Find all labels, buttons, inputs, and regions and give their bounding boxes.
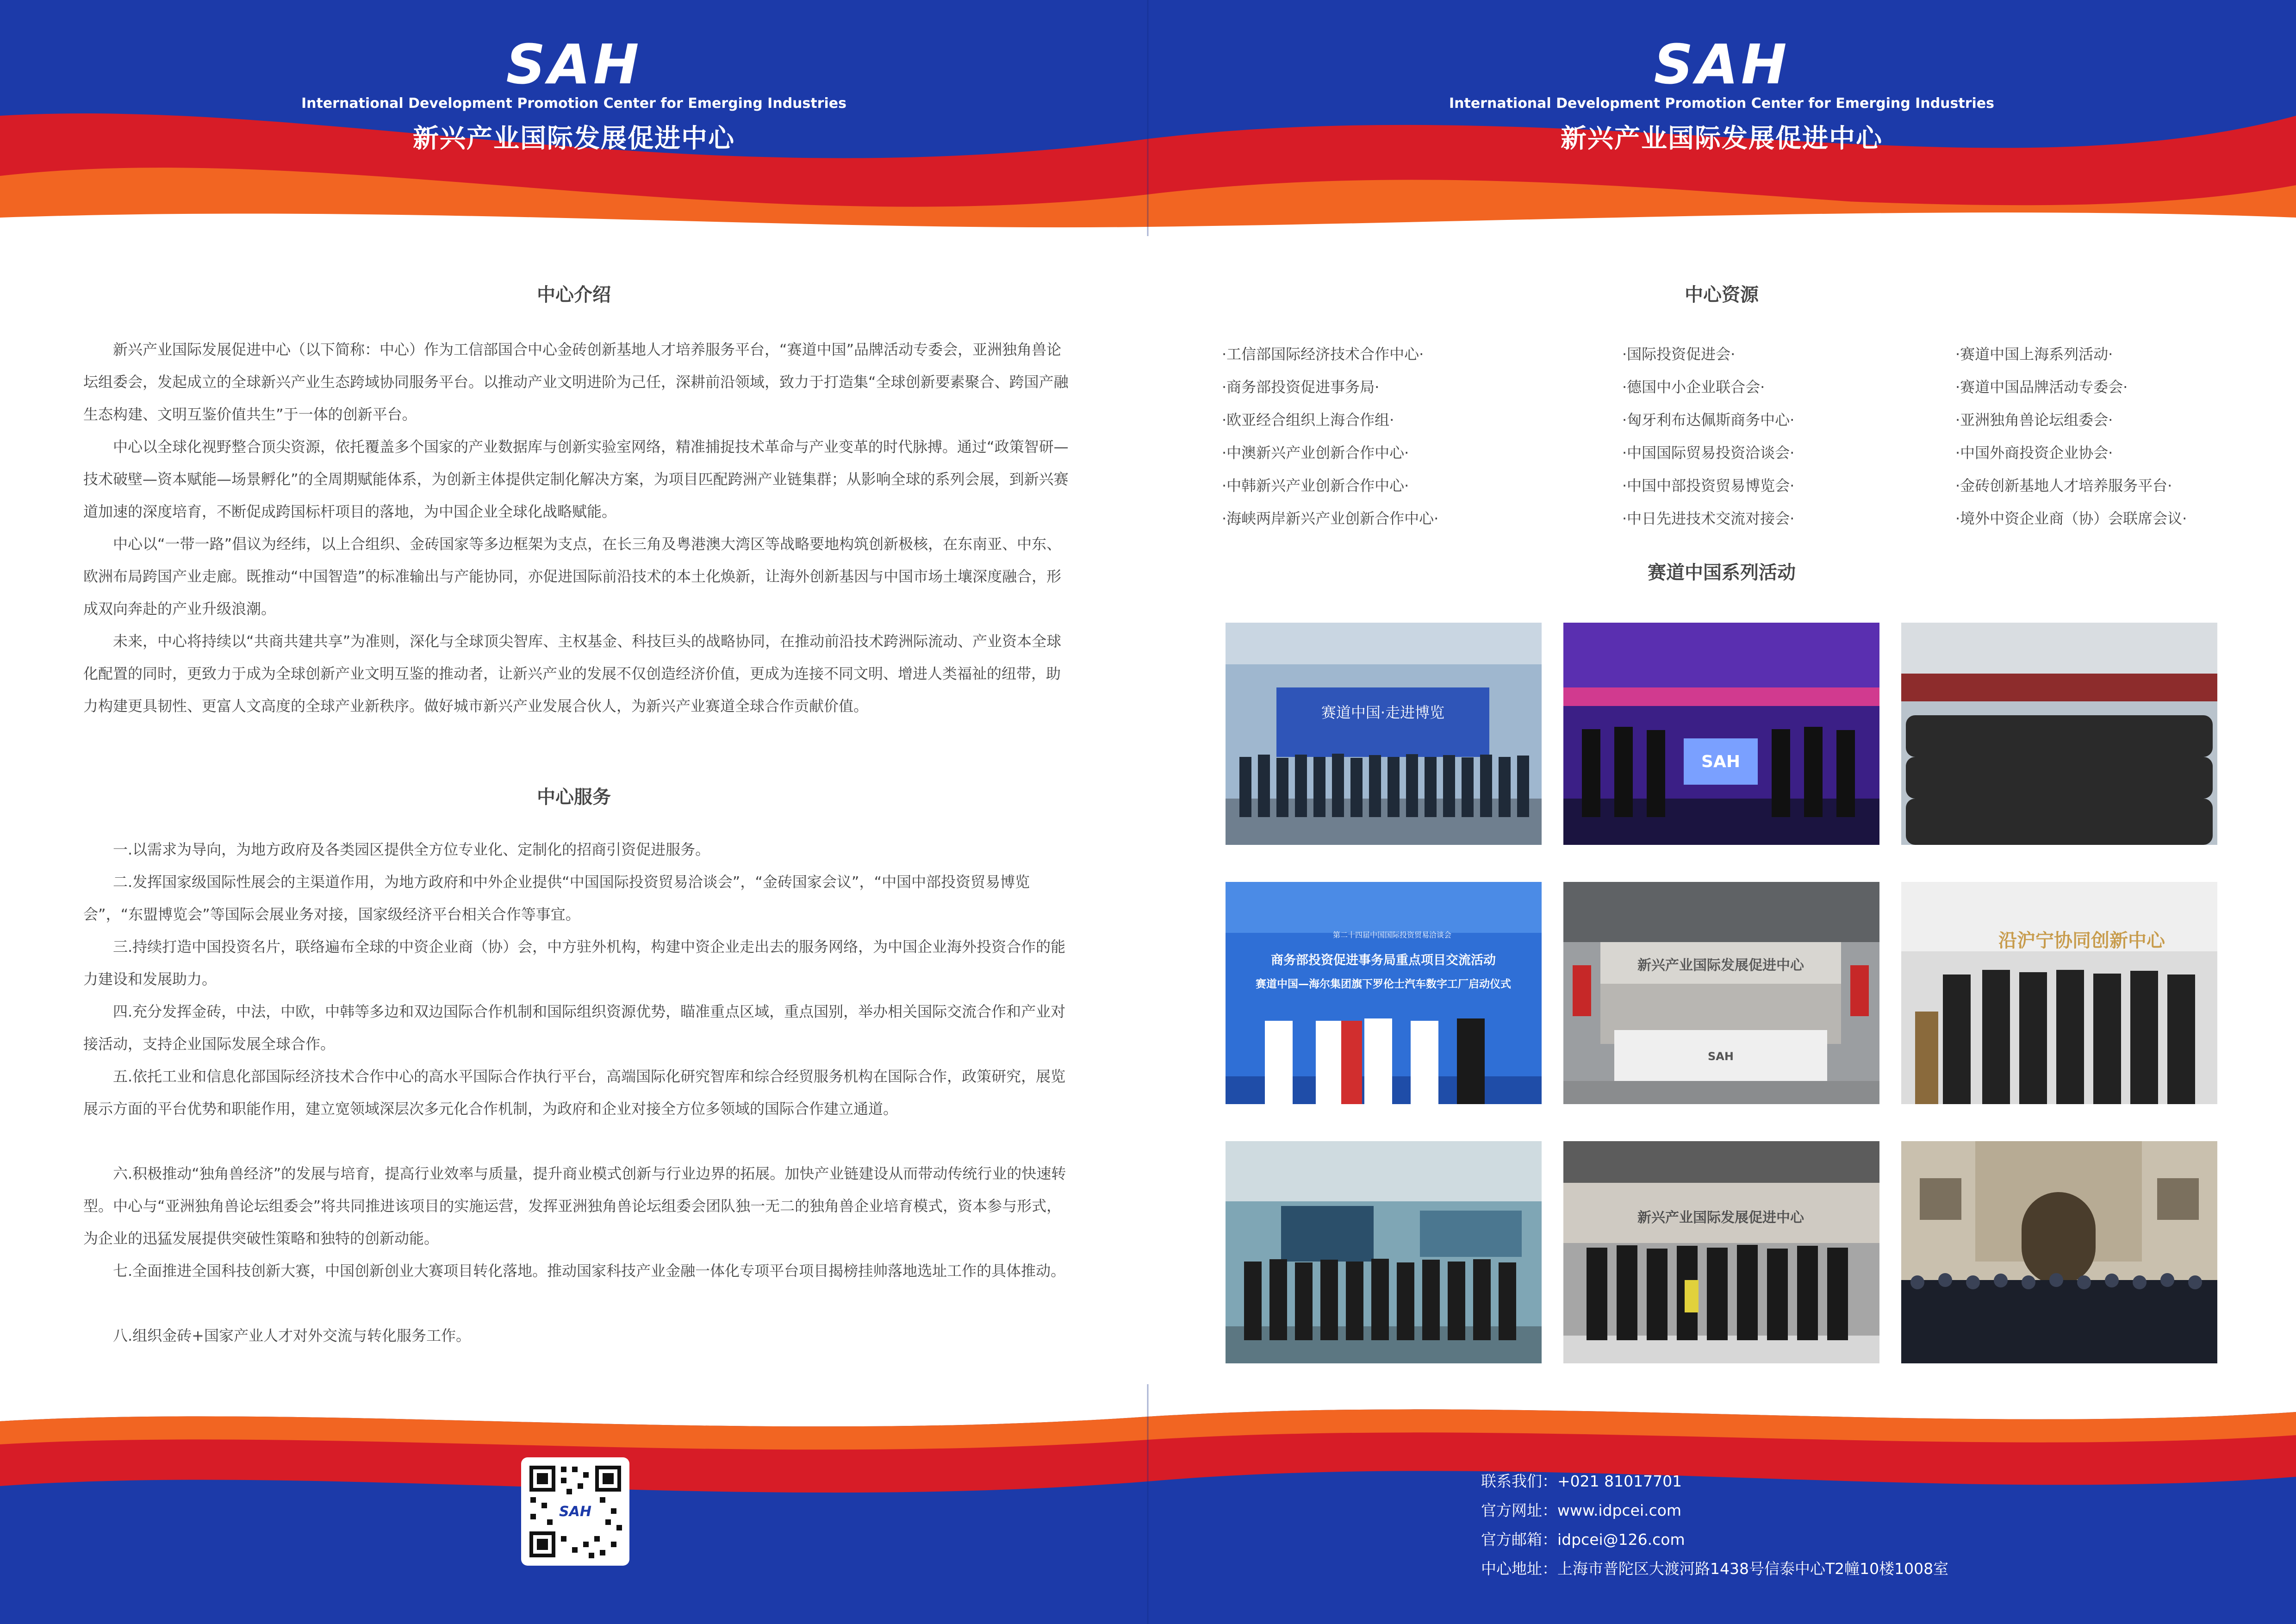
resource-item: ·境外中资企业商（协）会联席会议· [1955,510,2187,527]
photo-illustration [1901,1141,2217,1363]
events-title: 赛道中国系列活动 [1648,562,1796,583]
photo-desk-text: SAH [1708,1050,1734,1063]
photo-banner-group [1226,623,1542,845]
service-item: 二.发挥国家级国际性展会的主渠道作用，为地方政府和中外企业提供“中国国际投资贸易洽谈会”，“金砖国家会议”，“中国中部投资贸易博览会”，“东盟博览会”等国际会展业务对接，国家级经济平台相关合作等事宜。 [83,873,1030,923]
photo-stage-banner [1226,882,1542,1104]
resource-item: ·中日先进技术交流对接会· [1622,510,1795,527]
service-item: 四.充分发挥金砖，中法，中欧，中韩等多边和双边国际合作机制和国际组织资源优势，瞄准重点区域，重点国别，举办相关国际交流合作和产业对接活动，支持企业国际发展全球合作。 [83,1003,1066,1053]
header-logo-right [1444,34,1999,157]
qr-code-graphic [521,1457,629,1566]
photo-illustration [1901,882,2217,1104]
resources-title: 中心资源 [1685,284,1759,306]
intro-title: 中心介绍 [537,284,611,306]
photo-hall-group [1226,1141,1542,1363]
resource-item: ·国际投资促进会· [1622,345,1736,363]
photo-illustration [1563,882,1879,1104]
photo-innovation-center [1901,882,2217,1104]
resources-column-2 [1622,338,1794,535]
resource-item: ·中国外商投资企业协会· [1955,444,2113,462]
photo-illustration [1563,623,1879,845]
contact-phone: 联系我们：+021 81017701 [1481,1472,1682,1490]
services-title: 中心服务 [537,787,611,808]
header-logo-left [296,34,852,157]
resource-item: ·商务部投资促进事务局· [1222,378,1380,396]
photo-sign-text: 沿沪宁协同创新中心 [1998,930,2165,951]
photo-lobby [1563,882,1879,1104]
photo-illustration [1901,623,2217,845]
intro-paragraph: 中心以“一带一路”倡议为经纬，以上合组织、金砖国家等多边框架为支点，在长三角及粤港澳大湾区等战略要地构筑创新极核，在东南亚、中东、欧洲布局跨国产业走廊。既推动“中国智造”的标准输出与产能协同，亦促进国际前沿技术的本土化焕新，让海外创新基因与中国市场土壤深度融合，形成双向奔赴的产业升级浪潮。 [83,535,1062,618]
service-item: 一.以需求为导向，为地方政府及各类园区提供全方位专业化、定制化的招商引资促进服务。 [113,841,710,858]
logo-mark: SAH [506,32,642,96]
resource-item: ·欧亚经合组织上海合作组· [1222,411,1394,429]
photo-building-group [1901,1141,2217,1363]
photo-wall-text: 新兴产业国际发展促进中心 [1637,1210,1804,1226]
photo-stage-unveil [1563,623,1879,845]
photo-conference-group [1901,623,2217,845]
resource-item: ·中韩新兴产业创新合作中心· [1222,477,1409,494]
resource-item: ·中国中部投资贸易博览会· [1622,477,1795,494]
contact-address: 中心地址：上海市普陀区大渡河路1438号信泰中心T2幢10楼1008室 [1481,1560,1949,1578]
intro-paragraph: 新兴产业国际发展促进中心（以下简称：中心）作为工信部国合中心金砖创新基地人才培养服务平台，“赛道中国”品牌活动专委会，亚洲独角兽论坛组委会，发起成立的全球新兴产业生态跨域协同服务平台。以推动产业文明进阶为己任，深耕前沿领域，致力于打造集“全球创新要素聚合、跨国产融生态构建、文明互鉴价值共生”于一体的创新平台。 [83,341,1069,423]
service-item: 五.依托工业和信息化部国际经济技术合作中心的高水平国际合作执行平台，高端国际化研究智库和综合经贸服务机构在国际合作，政策研究，展览展示方面的平台优势和职能作用，建立宽领域深层次多元化合作机制，为政府和企业对接全方位多领域的国际合作建立通道。 [83,1068,1066,1118]
logo-mark: SAH [1654,32,1790,96]
footer-band [0,1384,2296,1624]
photo-banner-line3: 赛道中国—海尔集团旗下罗伦士汽车数字工厂启动仪式 [1256,978,1511,990]
resource-item: ·海峡两岸新兴产业创新合作中心· [1222,510,1439,527]
contact-block [1481,1467,1948,1583]
resource-item: ·赛道中国上海系列活动· [1955,345,2113,363]
contact-email[interactable]: 官方邮箱：idpcei@126.com [1481,1530,1685,1549]
photo-wall-group [1563,1141,1879,1363]
org-english-name: International Development Promotion Center for Emerging Industries [1449,95,1995,112]
intro-paragraph: 未来，中心将持续以“共商共建共享”为准则，深化与全球顶尖智库、主权基金、科技巨头的战略协同，在推动前沿技术跨洲际流动、产业资本全球化配置的同时，更致力于成为全球创新产业文明互鉴的推动者，让新兴产业的发展不仅创造经济价值，更成为连接不同文明、增进人类福祉的纽带，助力构建更具韧性、更富人文高度的全球产业新秩序。做好城市新兴产业发展合伙人，为新兴产业赛道全球合作贡献价值。 [83,632,1062,715]
resource-item: ·亚洲独角兽论坛组委会· [1955,411,2113,429]
qr-code [521,1457,629,1566]
org-chinese-name: 新兴产业国际发展促进中心 [1561,124,1883,154]
photo-banner-line2: 商务部投资促进事务局重点项目交流活动 [1271,953,1496,968]
header-band [0,0,2296,236]
resource-item: ·赛道中国品牌活动专委会· [1955,378,2128,396]
service-item: 八.组织金砖+国家产业人才对外交流与转化服务工作。 [113,1327,471,1344]
resource-item: ·匈牙利布达佩斯商务中心· [1622,411,1795,429]
footer-wave-graphic [0,1384,2296,1624]
org-english-name: International Development Promotion Center for Emerging Industries [301,95,847,112]
service-item: 七.全面推进全国科技创新大赛，中国创新创业大赛项目转化落地。推动国家科技产业金融一体化专项平台项目揭榜挂帅落地选址工作的具体推动。 [113,1262,1066,1280]
qr-logo-text: SAH [559,1504,591,1520]
photo-banner-line1: 第二十四届中国国际投资贸易洽谈会 [1332,931,1452,939]
resources-column-1 [1222,338,1438,535]
resources-column-3 [1955,338,2187,535]
photo-illustration [1226,882,1542,1104]
resource-item: ·中国国际贸易投资洽谈会· [1622,444,1795,462]
photo-banner-text: 赛道中国·走进博览 [1321,704,1445,721]
photo-plaque-text: SAH [1701,752,1740,771]
service-item: 六.积极推动“独角兽经济”的发展与培育，提高行业效率与质量，提升商业模式创新与行业边界的拓展。加快产业链建设从而带动传统行业的快速转型。中心与“亚洲独角兽论坛组委会”将共同推进该项目的实施运营，发挥亚洲独角兽论坛组委会团队独一无二的独角兽企业培育模式，资本参与形式，为企业的迅猛发展提供突破性策略和独特的创新动能。 [83,1165,1066,1247]
resource-item: ·中澳新兴产业创新合作中心· [1222,444,1409,462]
resource-item: ·金砖创新基地人才培养服务平台· [1955,477,2172,494]
resource-item: ·工信部国际经济技术合作中心· [1222,345,1424,363]
org-chinese-name: 新兴产业国际发展促进中心 [413,124,735,154]
intro-paragraph: 中心以全球化视野整合顶尖资源，依托覆盖多个国家的产业数据库与创新实验室网络，精准捕捉技术革命与产业变革的时代脉搏。通过“政策智研—技术破壁—资本赋能—场景孵化”的全周期赋能体系，为创新主体提供定制化解决方案，为项目匹配跨洲产业链集群；从影响全球的系列会展，到新兴赛道加速的深度培育，不断促成跨国标杆项目的落地，为中国企业全球化战略赋能。 [83,438,1069,520]
photo-illustration [1563,1141,1879,1363]
service-item: 三.持续打造中国投资名片，联络遍布全球的中资企业商（协）会，中方驻外机构，构建中资企业走出去的服务网络，为中国企业海外投资合作的能力建设和发展助力。 [83,938,1066,988]
photo-wall-text: 新兴产业国际发展促进中心 [1637,957,1804,974]
resource-item: ·德国中小企业联合会· [1622,378,1765,396]
photo-illustration [1226,623,1542,845]
contact-website[interactable]: 官方网址：www.idpcei.com [1481,1501,1682,1519]
photo-illustration [1226,1141,1542,1363]
